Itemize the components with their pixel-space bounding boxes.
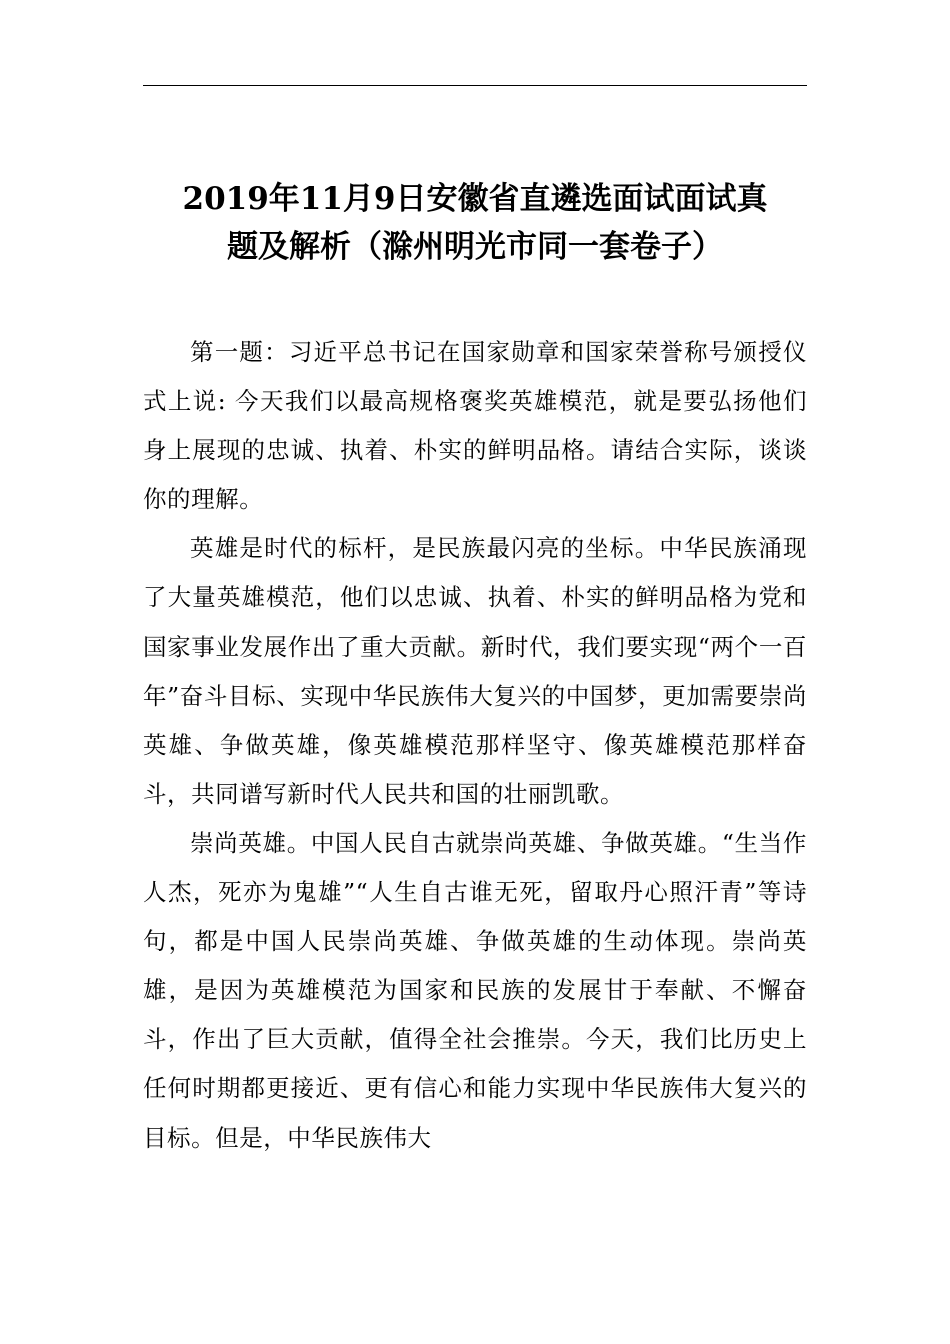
- paragraph-admire-heroes: 崇尚英雄。中国人民自古就崇尚英雄、争做英雄。“生当作人杰，死亦为鬼雄”“人生自古谁无死，留取丹心照汗青”等诗句，都是中国人民崇尚英雄、争做英雄的生动体现。崇尚英雄，是因为英雄模范为国家和民族的发展甘于奉献、不懈奋斗，作出了巨大贡献，值得全社会推崇。今天，我们比历史上任何时期都更接近、更有信心和能力实现中华民族伟大复兴的目标。但是，中华民族伟大: [143, 828, 807, 1152]
- document-title: [143, 175, 807, 271]
- title-line-2: 题及解析（滁州明光市同一套卷子）: [227, 229, 723, 265]
- paragraph-question: 第一题：习近平总书记在国家勋章和国家荣誉称号颁授仪式上说: 今天我们以最高规格褒奖英雄模范，就是要弘扬他们身上展现的忠诚、执着、朴实的鲜明品格。请结合实际，谈谈你的理解。: [143, 338, 807, 514]
- title-line-1: 2019年11月9日安徽省直遴选面试面试真: [182, 181, 768, 217]
- document-body: [143, 328, 807, 1163]
- header-rule: [143, 85, 807, 86]
- paragraph-intro: 英雄是时代的标杆，是民族最闪亮的坐标。中华民族涌现了大量英雄模范，他们以忠诚、执着、朴实的鲜明品格为党和国家事业发展作出了重大贡献。新时代，我们要实现“两个一百年”奋斗目标、实现中华民族伟大复兴的中国梦，更加需要崇尚英雄、争做英雄，像英雄模范那样坚守、像英雄模范那样奋斗，共同谱写新时代人民共和国的壮丽凯歌。: [143, 534, 807, 808]
